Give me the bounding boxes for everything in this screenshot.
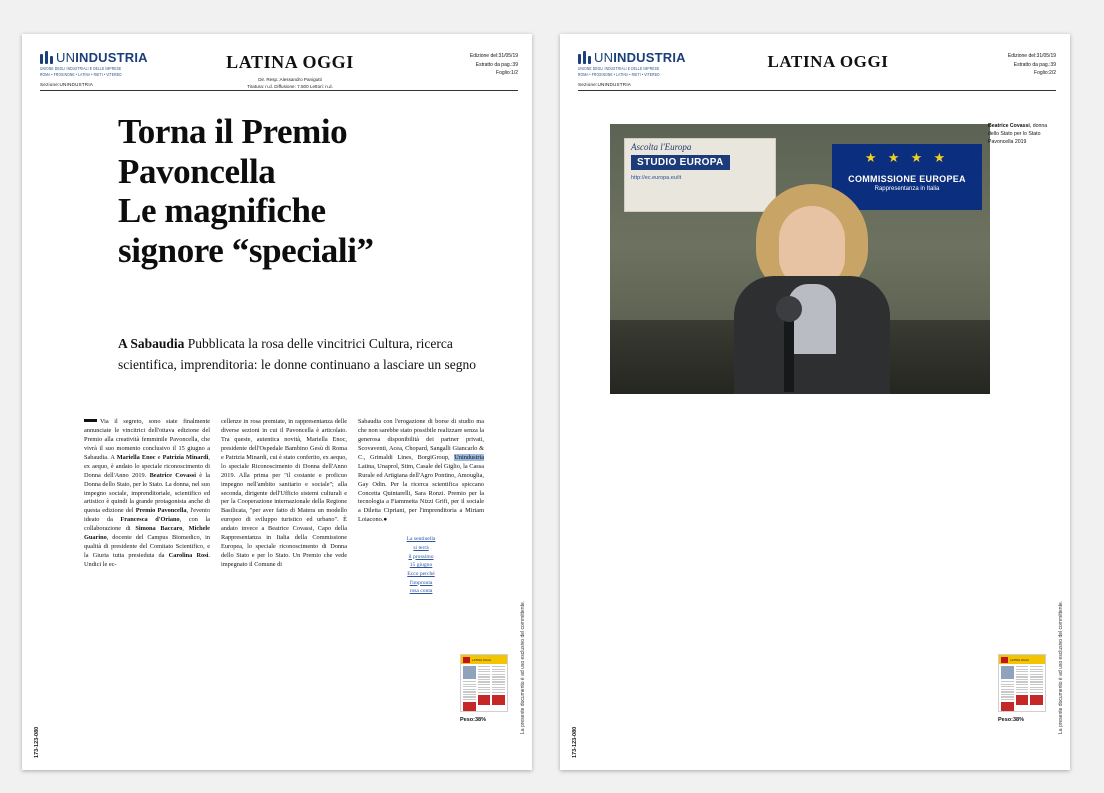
article-column-1-text: Via il segreto, sono state finalmente annunciate le vincitrici dell'ottava edizione del Premio alla creatività femminile Pavoncella, che vivrà il suo momento conclusivo il 15 giugno a Sabaudia. A Mariella Enoc e Patrizia Minardi, ex aequo, è andato lo speciale riconoscimento di Donna dell'Anno 2019. Beatrice Covassi è la Donna dello Stato, per lo Stato. La donna, nel suo impegno sociale, imprenditoriale, scientifico ed artistico è quindi la grande protagonista anche di questa edizione del Premio Pavoncella, l'evento ideato da Francesca d'Oriano, con la collaborazione di Simona Baccaro, Michele Guarino, docente del Campus Biomedico, in qualità di presidente del Comitato Scientifico, e la Giuria tutta presieduta da Carolina Rosi. Undici le ec- — [84, 418, 211, 568]
photo-banner-url: http://ec.europa.eu/it — [631, 175, 682, 181]
paper-subtitle-line-2: Tiratura: n.d. Diffusione: 7.500 Lettori: n.d. — [247, 84, 333, 90]
brand-subtitle-line-1: UNIONE DEGLI INDUSTRIALI E DELLE IMPRESE — [40, 66, 122, 71]
brand-subtitle-line-1: UNIONE DEGLI INDUSTRIALI E DELLE IMPRESE — [578, 66, 660, 71]
brand-name-bold: INDUSTRIA — [613, 50, 686, 65]
related-link-7[interactable]: rosa conta — [409, 588, 433, 595]
paragraph-dingbat-icon — [84, 419, 97, 422]
eu-stars-icon: ★ ★ ★ ★ — [864, 150, 950, 165]
photo-banner-right-sub: Rappresentanza in Italia — [874, 186, 940, 192]
paper-title: LATINA OGGI — [226, 52, 354, 72]
unindustria-mark-icon — [40, 51, 53, 64]
brand-name-light: UN — [594, 50, 614, 65]
related-link-4[interactable]: 15 giugno — [409, 562, 433, 569]
related-link-1[interactable]: La sentinella — [406, 536, 436, 543]
page-2-edition-info — [928, 50, 1056, 78]
page-2-clipping-thumbnail — [998, 654, 1046, 712]
related-link-6[interactable]: l'impronta — [409, 579, 433, 586]
photo-caption-lead: Beatrice Covassi — [988, 123, 1030, 129]
related-links[interactable] — [358, 535, 484, 596]
edition-sheet: Foglio:1/2 — [496, 70, 518, 76]
microphone-icon — [776, 296, 802, 322]
headline-line-3: Le magnifiche — [118, 191, 326, 231]
page-1-side-code: 173-123-080 — [34, 726, 40, 758]
page-1-masthead — [40, 50, 518, 91]
brand-subtitle-line-2: ROMA • FROSINONE • LATINA • RIETI • VITERBO — [40, 72, 122, 78]
article-column-2 — [221, 418, 347, 596]
page-1-side-note: La presente documento è ad uso esclusivo del committente. — [520, 600, 526, 734]
unindustria-logo — [578, 50, 728, 87]
photo-subject — [732, 184, 892, 394]
standfirst-lead: A Sabaudia — [118, 336, 185, 351]
paper-title: LATINA OGGI — [767, 52, 889, 71]
edition-date: Edizione del:31/05/19 — [469, 53, 518, 59]
brand-name-light: UN — [56, 50, 76, 65]
related-link-5[interactable]: Ecco perché — [407, 570, 435, 577]
page-2-side-note: La presente documento è ad uso esclusivo del committente. — [1058, 600, 1064, 734]
edition-extract-page: Estratto da pag.:39 — [475, 61, 518, 68]
paper-subtitle-line-1: Dir. Resp.:Alessandro Panigutti — [258, 77, 322, 82]
headline-line-1: Torna il Premio — [118, 112, 348, 151]
article-body-columns — [84, 418, 484, 596]
headline-line-2: Pavoncella — [118, 151, 276, 191]
thumbnail-logo-icon — [1001, 657, 1008, 663]
article-standfirst — [118, 334, 488, 375]
related-link-3[interactable]: il prossimo — [408, 553, 434, 560]
edition-sheet: Foglio:2/2 — [1034, 70, 1056, 76]
thumbnail-headline: LATINA OGGI — [1010, 657, 1029, 662]
headline-line-4: signore “speciali” — [118, 230, 374, 270]
brand-name-bold: INDUSTRIA — [75, 50, 148, 65]
photo-banner-right-title: COMMISSIONE EUROPEA — [848, 174, 966, 184]
document-page-1 — [22, 34, 532, 770]
brand-section: Sezione:UNINDUSTRIA — [40, 81, 94, 87]
article-column-3 — [358, 418, 484, 596]
unindustria-logo — [40, 50, 190, 87]
related-link-2[interactable]: si terrà — [413, 544, 429, 551]
thumbnail-headline: LATINA OGGI — [472, 657, 491, 662]
photo-caption-rest: , donna dello Stato per lo Stato Pavoncella 2019 — [988, 123, 1048, 146]
photo-banner-badge: STUDIO EUROPA — [631, 155, 730, 170]
standfirst-rest: Pubblicata la rosa delle vincitrici Cultura, ricerca scientifica, imprenditoria: le donne continuano a lasciare un segno — [118, 336, 477, 372]
brand-subtitle-line-2: ROMA • FROSINONE • LATINA • RIETI • VITERBO — [578, 72, 660, 78]
edition-extract-page: Estratto da pag.:39 — [1013, 61, 1056, 68]
article-column-3-text: Sabaudia con l'erogazione di borse di studio ma che non sarebbe stato possibile realizzare senza la generosa disponibilità dei partner privati, Scovaventi, Acea, Chopard, Sangalli Giancarlo & C., Grimaldi Lines, BorgiGroup, Unindustria Latina, Unaprol, Stim, Casale del Giglio, la Cassa Rurale ed Artigiana dell'Agro Pontino, Amouglia, Gay Odin. Per la ricerca scientifica spiccano Concetta Quintarelli, Sara Ronzi. Premio per la tecnologia a Fiammetta Nizzi Grifi, per il sociale a Diletta Cipriani, per l'imprenditoria a Miriam Loiacono.● — [358, 418, 484, 524]
edition-date: Edizione del:31/05/19 — [1007, 53, 1056, 59]
photo-caption — [988, 122, 1056, 146]
document-page-2 — [560, 34, 1070, 770]
page-2-masthead — [578, 50, 1056, 91]
page-1-peso: Peso:38% — [460, 717, 486, 723]
page-1-clipping-thumbnail — [460, 654, 508, 712]
page-2-peso: Peso:38% — [998, 717, 1024, 723]
page-1-edition-info — [390, 50, 518, 78]
article-column-1 — [84, 418, 210, 596]
unindustria-mark-icon — [578, 51, 591, 64]
page-2-side-code: 173-123-080 — [572, 726, 578, 758]
thumbnail-logo-icon — [463, 657, 470, 663]
article-column-2-text: cellenze in rosa premiate, in rappresentanza delle diverse sezioni in cui il Pavoncella è articolato. Tra queste, autentica novità, Mariella Enoc, presidente dell'Ospedale Bambino Gesù di Roma e Patrizia Minardi, cui è stato conferito, ex aequo, lo speciale Riconoscimento di Donna dell'Anno 2019. Alla prima per "il costante e proficuo impegno nell'ambito sanitario e sociale"; alla seconda, dirigente dell'Ufficio sistemi culturali e per la Cooperazione internazionale della Regione Basilicata, "per aver fatto di Matera un modello europeo di sviluppo turistico ed urbano". È andato invece a Beatrice Covassi, Capo della Rappresentanza in Italia della Commissione Europea, lo speciale riconoscimento di Donna dello Stato e per lo Stato. Un Premio che vede impegnato il Comune di — [221, 418, 347, 568]
article-photo — [610, 124, 990, 394]
article-headline — [118, 112, 478, 270]
brand-section: Sezione:UNINDUSTRIA — [578, 81, 632, 87]
photo-banner-script-text: Ascolta l'Europa — [631, 142, 692, 152]
